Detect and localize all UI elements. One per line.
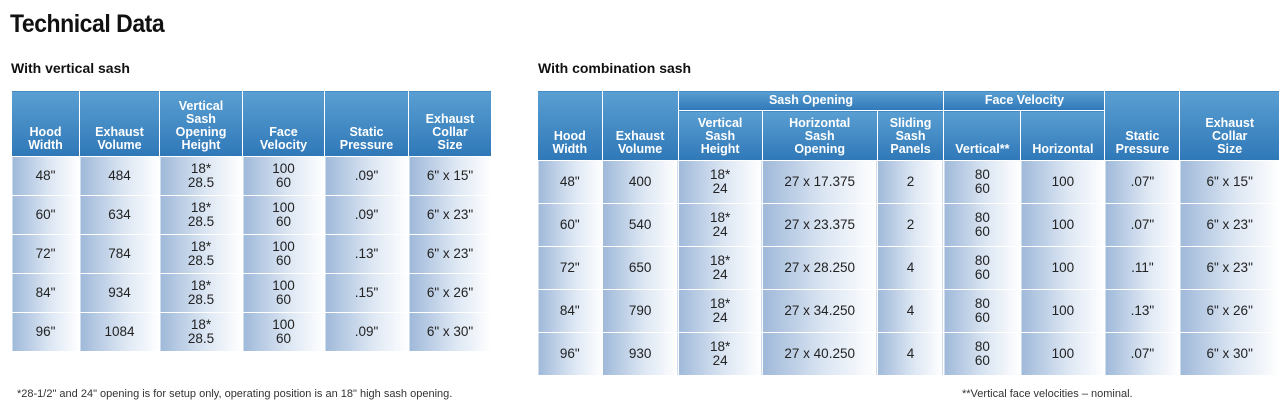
cell-face-velocity: 100 60: [243, 196, 325, 235]
cell-sliding-panels: 2: [877, 204, 944, 247]
cell-vertical-velocity: 80 60: [944, 161, 1021, 204]
cell-static-pressure: .11": [1105, 247, 1180, 290]
header-horizontal-velocity: Horizontal: [1021, 111, 1105, 161]
cell-vertical-velocity: 80 60: [944, 333, 1021, 376]
cell-hood-width: 72": [12, 235, 80, 274]
cell-horizontal-opening: 27 x 17.375: [762, 161, 877, 204]
cell-static-pressure: .09": [325, 196, 409, 235]
cell-hood-width: 96": [538, 333, 603, 376]
vertical-sash-section-title: With vertical sash: [11, 60, 130, 76]
cell-sash-height: 18* 28.5: [160, 196, 243, 235]
cell-exhaust-volume: 634: [80, 196, 160, 235]
cell-collar-size: 6" x 15": [409, 157, 492, 196]
table-row: [12, 274, 492, 313]
header-hood-width: Hood Width: [12, 91, 80, 157]
cell-static-pressure: .13": [325, 235, 409, 274]
header-vertical-velocity: Vertical**: [944, 111, 1021, 161]
table-row: [538, 161, 1280, 204]
header-face-velocity: Face Velocity: [243, 91, 325, 157]
cell-exhaust-volume: 540: [602, 204, 678, 247]
table-row: [12, 196, 492, 235]
header-exhaust-volume: Exhaust Volume: [80, 91, 160, 157]
cell-face-velocity: 100 60: [243, 235, 325, 274]
cell-static-pressure: .09": [325, 313, 409, 352]
cell-hood-width: 96": [12, 313, 80, 352]
cell-face-velocity: 100 60: [243, 313, 325, 352]
header-static-pressure: Static Pressure: [1105, 91, 1180, 161]
table-row: [538, 290, 1280, 333]
cell-vertical-velocity: 80 60: [944, 247, 1021, 290]
cell-sliding-panels: 4: [877, 333, 944, 376]
cell-exhaust-volume: 484: [80, 157, 160, 196]
page-title: Technical Data: [10, 10, 165, 38]
cell-vertical-velocity: 80 60: [944, 204, 1021, 247]
cell-collar-size: 6" x 23": [409, 235, 492, 274]
header-exhaust-volume: Exhaust Volume: [602, 91, 678, 161]
cell-horizontal-opening: 27 x 28.250: [762, 247, 877, 290]
cell-horizontal-velocity: 100: [1021, 290, 1105, 333]
cell-static-pressure: .13": [1105, 290, 1180, 333]
cell-collar-size: 6" x 23": [1180, 204, 1280, 247]
cell-horizontal-opening: 27 x 23.375: [762, 204, 877, 247]
cell-static-pressure: .07": [1105, 333, 1180, 376]
header-vertical-sash-height: Vertical Sash Height: [678, 111, 762, 161]
header-horizontal-sash-opening: Horizontal Sash Opening: [762, 111, 877, 161]
combination-sash-table: [537, 90, 1280, 376]
cell-hood-width: 48": [12, 157, 80, 196]
cell-static-pressure: .07": [1105, 204, 1180, 247]
cell-horizontal-opening: 27 x 40.250: [762, 333, 877, 376]
vertical-sash-table: [11, 90, 492, 352]
cell-hood-width: 48": [538, 161, 603, 204]
cell-horizontal-velocity: 100: [1021, 161, 1105, 204]
cell-hood-width: 84": [12, 274, 80, 313]
cell-static-pressure: .09": [325, 157, 409, 196]
cell-sash-height: 18* 24: [678, 290, 762, 333]
header-vertical-sash-opening-height: Vertical Sash Opening Height: [160, 91, 243, 157]
cell-exhaust-volume: 784: [80, 235, 160, 274]
cell-collar-size: 6" x 23": [409, 196, 492, 235]
cell-collar-size: 6" x 30": [409, 313, 492, 352]
header-hood-width: Hood Width: [538, 91, 603, 161]
cell-sash-height: 18* 24: [678, 333, 762, 376]
cell-static-pressure: .15": [325, 274, 409, 313]
cell-sash-height: 18* 28.5: [160, 235, 243, 274]
header-static-pressure: Static Pressure: [325, 91, 409, 157]
table-row: [12, 157, 492, 196]
cell-sash-height: 18* 24: [678, 204, 762, 247]
cell-face-velocity: 100 60: [243, 274, 325, 313]
cell-hood-width: 84": [538, 290, 603, 333]
cell-horizontal-velocity: 100: [1021, 247, 1105, 290]
cell-sliding-panels: 4: [877, 290, 944, 333]
cell-hood-width: 60": [538, 204, 603, 247]
cell-sliding-panels: 4: [877, 247, 944, 290]
cell-sliding-panels: 2: [877, 161, 944, 204]
cell-collar-size: 6" x 26": [1180, 290, 1280, 333]
header-sliding-sash-panels: Sliding Sash Panels: [877, 111, 944, 161]
cell-horizontal-velocity: 100: [1021, 333, 1105, 376]
vertical-sash-footnote: *28-1/2" and 24" opening is for setup only, operating position is an 18" high sash opening.: [17, 388, 453, 400]
cell-face-velocity: 100 60: [243, 157, 325, 196]
cell-sash-height: 18* 28.5: [160, 157, 243, 196]
table-row: [12, 235, 492, 274]
table-row: [538, 204, 1280, 247]
table-row: [12, 313, 492, 352]
cell-sash-height: 18* 24: [678, 247, 762, 290]
header-exhaust-collar-size: Exhaust Collar Size: [1180, 91, 1280, 161]
cell-collar-size: 6" x 15": [1180, 161, 1280, 204]
cell-exhaust-volume: 934: [80, 274, 160, 313]
cell-hood-width: 60": [12, 196, 80, 235]
cell-collar-size: 6" x 26": [409, 274, 492, 313]
cell-static-pressure: .07": [1105, 161, 1180, 204]
header-sash-opening-group: Sash Opening: [678, 91, 944, 111]
header-exhaust-collar-size: Exhaust Collar Size: [409, 91, 492, 157]
combination-sash-footnote: **Vertical face velocities – nominal.: [962, 388, 1133, 400]
cell-sash-height: 18* 28.5: [160, 274, 243, 313]
cell-hood-width: 72": [538, 247, 603, 290]
cell-exhaust-volume: 400: [602, 161, 678, 204]
cell-horizontal-opening: 27 x 34.250: [762, 290, 877, 333]
cell-horizontal-velocity: 100: [1021, 204, 1105, 247]
table-row: [538, 333, 1280, 376]
header-face-velocity-group: Face Velocity: [944, 91, 1105, 111]
cell-collar-size: 6" x 23": [1180, 247, 1280, 290]
cell-collar-size: 6" x 30": [1180, 333, 1280, 376]
cell-exhaust-volume: 650: [602, 247, 678, 290]
cell-exhaust-volume: 790: [602, 290, 678, 333]
cell-sash-height: 18* 28.5: [160, 313, 243, 352]
combination-sash-section-title: With combination sash: [538, 60, 692, 76]
table-row: [538, 247, 1280, 290]
cell-sash-height: 18* 24: [678, 161, 762, 204]
cell-vertical-velocity: 80 60: [944, 290, 1021, 333]
cell-exhaust-volume: 930: [602, 333, 678, 376]
cell-exhaust-volume: 1084: [80, 313, 160, 352]
